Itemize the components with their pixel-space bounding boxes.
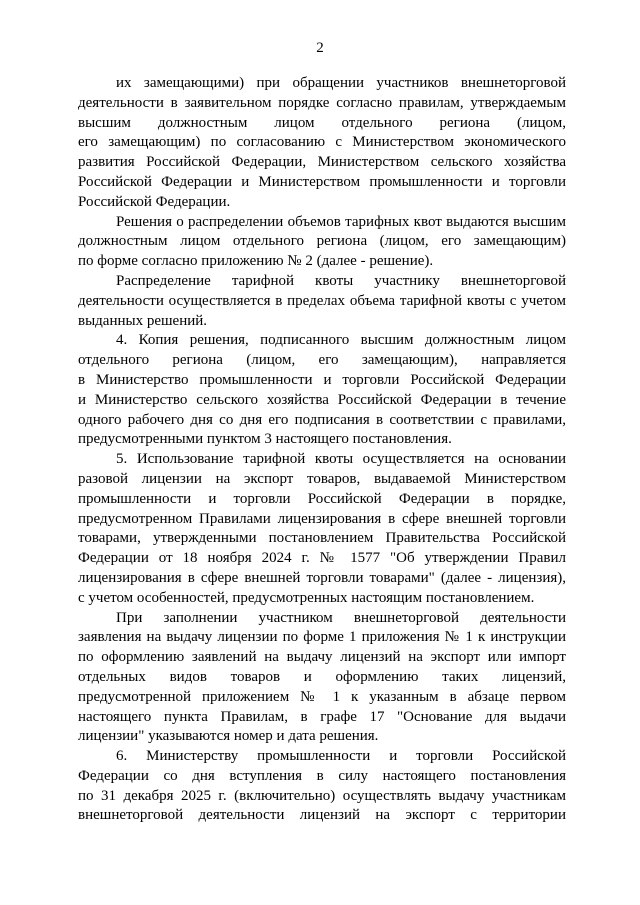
paragraph-line: отдельного региона (лицом, его замещающим), направляется (78, 352, 566, 369)
paragraph-line: промышленности и торговли Российской Федерации в порядке, (78, 490, 566, 507)
paragraph-line: Федерации со дня вступления в силу настоящего постановления (78, 767, 566, 784)
paragraph-line: При заполнении участником внешнеторговой деятельности (116, 609, 566, 626)
paragraph-line: по форме согласно приложению № 2 (далее - решение). (78, 253, 434, 270)
paragraph (78, 272, 566, 331)
paragraph-line: Российской Федерации. (78, 193, 231, 210)
paragraph (78, 213, 566, 272)
paragraph-line: Российской Федерации и Министерством промышленности и торговли (78, 173, 566, 190)
paragraph-line: предусмотренными пунктом 3 настоящего постановления. (78, 431, 452, 448)
paragraph-line: лицензирования в сфере внешней торговли товарами" (далее - лицензия), (78, 569, 566, 586)
paragraph-line: Решения о распределении объемов тарифных квот выдаются высшим (116, 213, 566, 230)
paragraph-line: настоящего пункта Правилам, в графе 17 "Основание для выдачи (78, 708, 566, 725)
paragraph-line: отдельных видов товаров и оформлению таких лицензий, (78, 668, 566, 685)
paragraph-line: 5. Использование тарифной квоты осуществляется на основании (116, 451, 566, 468)
paragraph-line: деятельности в заявительном порядке согласно правилам, утверждаемым (78, 94, 566, 111)
page-number: 2 (316, 40, 324, 56)
paragraph-line: развития Российской Федерации, Министерством сельского хозяйства (78, 154, 566, 171)
paragraph-line: разовой лицензии на экспорт товаров, выдаваемой Министерством (78, 470, 566, 487)
document-body (78, 74, 566, 826)
paragraph (78, 74, 566, 213)
paragraph-line: 4. Копия решения, подписанного высшим должностным лицом (116, 332, 566, 349)
paragraph (78, 747, 566, 826)
paragraph-line: одного рабочего дня со дня его подписания в соответствии с правилами, (78, 411, 566, 428)
paragraph-line: по оформлению заявлений на выдачу лицензий на экспорт или импорт (78, 649, 566, 666)
paragraph (78, 450, 566, 608)
paragraph-line: внешнеторговой деятельности лицензий на экспорт с территории (78, 807, 566, 824)
paragraph-line: 6. Министерству промышленности и торговли Российской (116, 748, 566, 765)
paragraph-line: заявления на выдачу лицензии по форме 1 приложения № 1 к инструкции (78, 629, 566, 646)
paragraph-line: выданных решений. (78, 312, 208, 329)
paragraph-line: должностным лицом отдельного региона (лицом, его замещающим) (78, 233, 566, 250)
paragraph-line: его замещающим) по согласованию с Министерством экономического (78, 134, 566, 151)
paragraph-line: предусмотренной приложением № 1 к указанным в абзаце первом (78, 688, 566, 705)
paragraph (78, 331, 566, 450)
paragraph-line: их замещающими) при обращении участников внешнеторговой (116, 75, 566, 91)
paragraph-line: высшим должностным лицом отдельного региона (лицом, (78, 114, 566, 131)
paragraph-line: Распределение тарифной квоты участнику внешнеторговой (116, 272, 566, 289)
paragraph-line: лицензии" указываются номер и дата решения. (78, 728, 379, 745)
paragraph-line: Федерации от 18 ноября 2024 г. № 1577 "Об утверждении Правил (78, 550, 566, 567)
paragraph-line: товарами, утвержденными постановлением Правительства Российской (78, 530, 566, 547)
paragraph-line: деятельности осуществляется в пределах объема тарифной квоты с учетом (78, 292, 566, 309)
paragraph (78, 609, 566, 748)
paragraph-line: с учетом особенностей, предусмотренных настоящим постановлением. (78, 589, 535, 606)
paragraph-line: в Министерство промышленности и торговли Российской Федерации (78, 371, 566, 388)
paragraph-line: по 31 декабря 2025 г. (включительно) осуществлять выдачу участникам (78, 787, 566, 804)
paragraph-line: и Министерство сельского хозяйства Российской Федерации в течение (78, 391, 566, 408)
paragraph-line: предусмотренном Правилами лицензирования в сфере внешней торговли (78, 510, 566, 527)
